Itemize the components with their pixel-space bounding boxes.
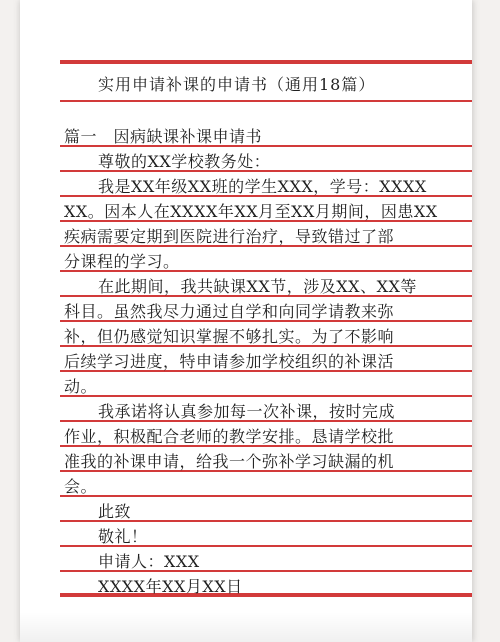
document-title: 实用申请补课的申请书（通用18篇） [98, 75, 376, 94]
paper-bottom-shadow [20, 612, 472, 642]
application-date: XXXX年XX月XX日 [98, 577, 243, 596]
paragraph-line: 补，但仍感觉知识掌握不够扎实。为了不影响 [64, 327, 395, 346]
paragraph-line: 我承诺将认真参加每一次补课，按时完成 [98, 402, 396, 421]
paragraph-line: 作业，积极配合老师的教学安排。恳请学校批 [64, 427, 395, 446]
applicant-signature: 申请人：XXX [98, 552, 200, 571]
paragraph-line: 分课程的学习。 [64, 252, 180, 271]
paragraph-line: 科目。虽然我尽力通过自学和向同学请教来弥 [64, 302, 395, 321]
paragraph-line: XX。因本人在XXXX年XX月至XX月期间，因患XX [64, 202, 438, 221]
salutation: 尊敬的XX学校教务处： [98, 152, 271, 171]
paragraph-line: 后续学习进度，特申请参加学校组织的补课活 [64, 352, 395, 371]
top-double-rule [60, 60, 472, 64]
paragraph-line: 疾病需要定期到医院进行治疗，导致错过了部 [64, 227, 395, 246]
paragraph-line: 我是XX年级XX班的学生XXX，学号：XXXX [98, 177, 427, 196]
section-heading: 篇一 因病缺课补课申请书 [64, 127, 263, 146]
paragraph-line: 在此期间，我共缺课XX节，涉及XX、XX等 [98, 277, 417, 296]
paragraph-line: 动。 [64, 377, 98, 396]
letter-paper [20, 0, 472, 642]
paragraph-line: 准我的补课申请，给我一个弥补学习缺漏的机 [64, 452, 395, 471]
rule-line [60, 100, 472, 102]
closing-ci-zhi: 此致 [98, 502, 132, 521]
paragraph-line: 会。 [64, 477, 98, 496]
closing-jing-li: 敬礼！ [98, 527, 148, 546]
